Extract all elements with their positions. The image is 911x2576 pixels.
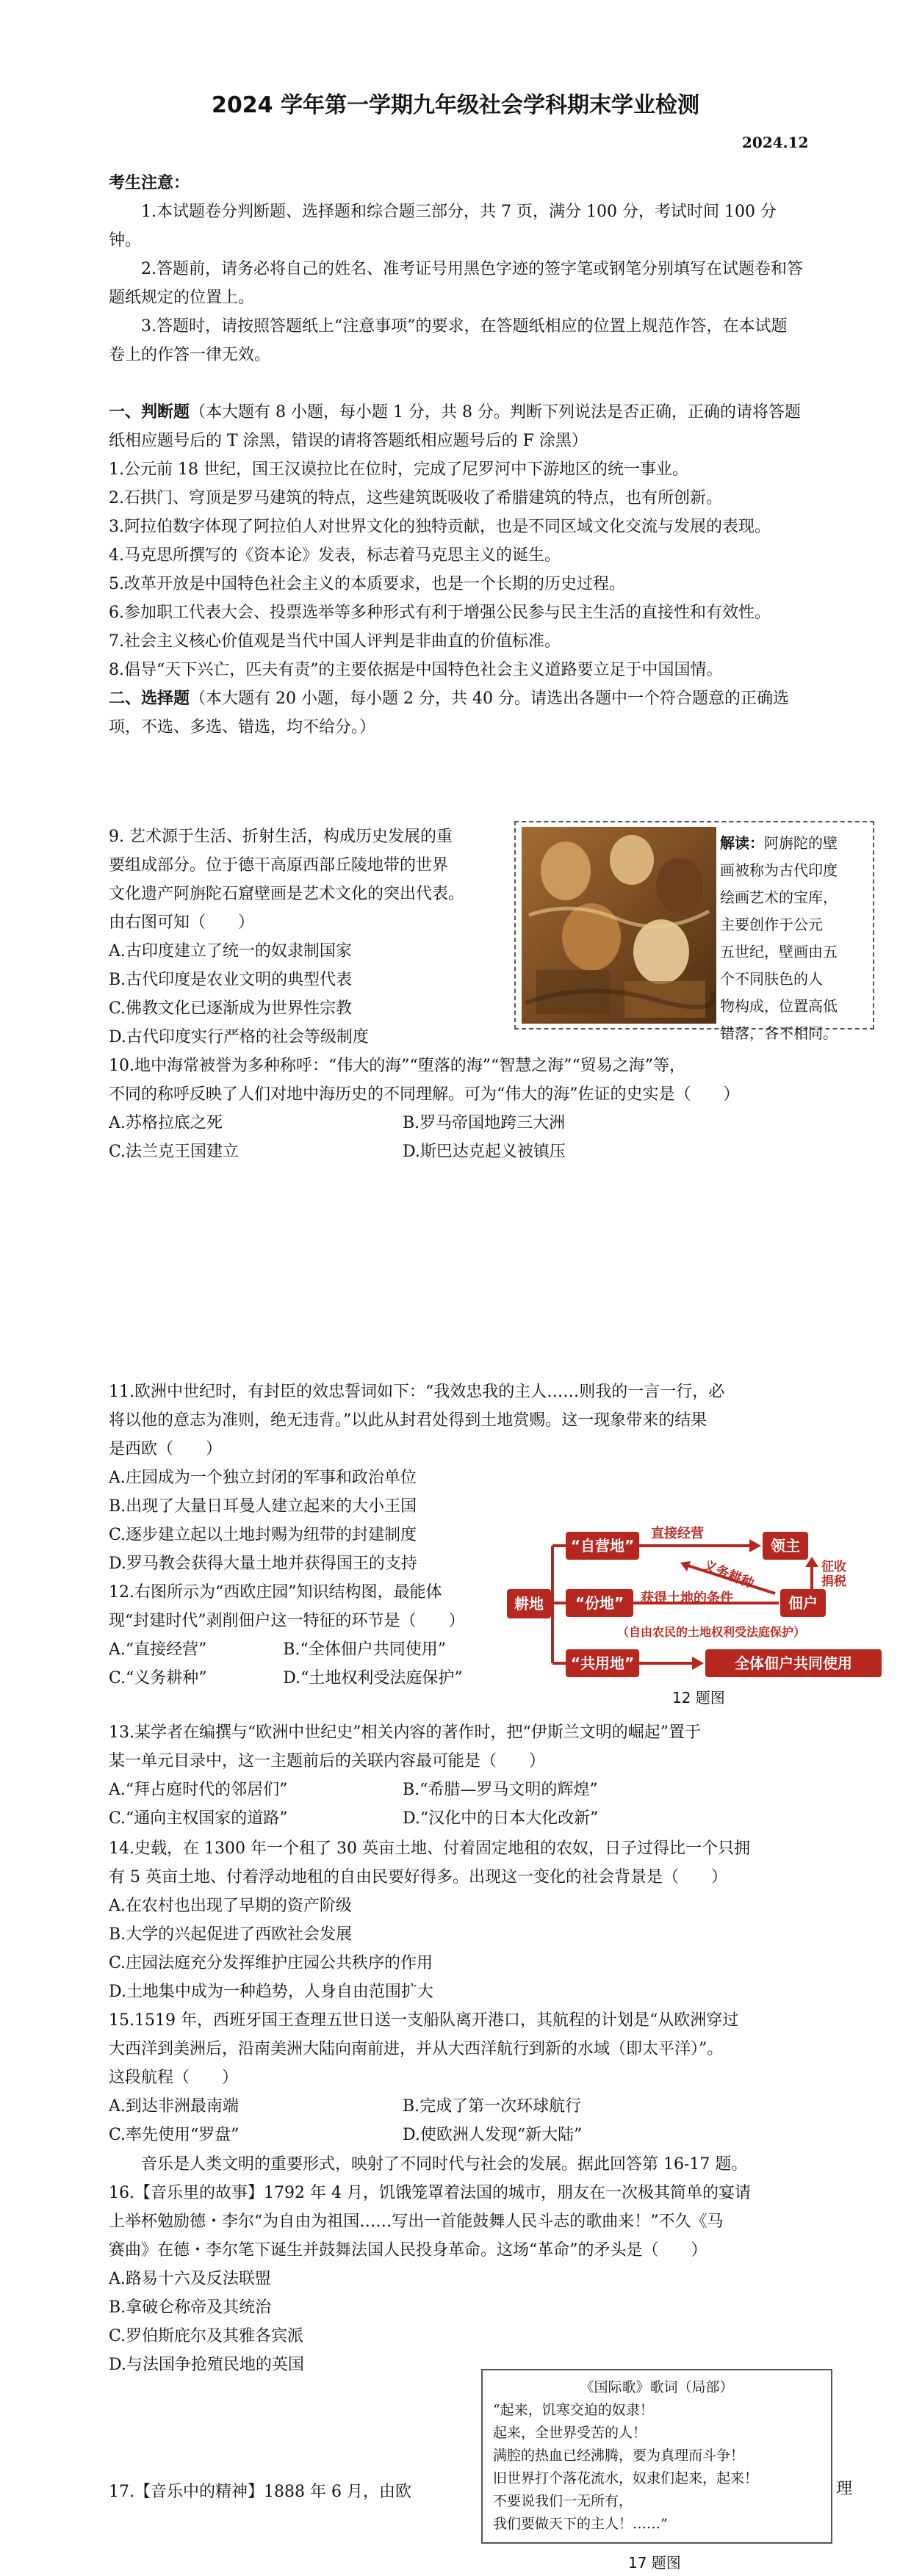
notice-item: 2.答题前，请务必将自己的姓名、准考证号用黑色字迹的签字笔或钢笔分别填写在试题卷和答题纸规定的位置上。 <box>109 260 803 307</box>
q9-note-label: 解读： <box>720 834 764 852</box>
question-12 <box>109 1578 520 1693</box>
section-heading: 一、判断题 <box>109 403 190 422</box>
question-14 <box>109 1834 803 2006</box>
q14-option-b: B.大学的兴起促进了西欧社会发展 <box>109 1925 353 1944</box>
q14-option-a: A.在农村也出现了早期的资产阶级 <box>109 1897 352 1915</box>
node-tenant: 佃户 <box>780 1589 826 1617</box>
q10-option-c: C.法兰克王国建立 <box>109 1143 240 1161</box>
question-9 <box>109 822 520 1052</box>
q15-option-d: D.使欧洲人发现“新大陆” <box>403 2126 583 2144</box>
section-desc: （本大题有 20 小题，每小题 2 分，共 40 分。请选出各题中一个符合题意的正确选项，不选、多选、错选，均不给分。） <box>109 690 789 737</box>
judge-item: 7.社会主义核心价值观是当代中国人评判是非曲直的价值标准。 <box>109 632 561 651</box>
judge-item: 5.改革开放是中国特色社会主义的本质要求，也是一个长期的历史过程。 <box>109 575 625 593</box>
section-desc: （本大题有 8 小题，每小题 1 分，共 8 分。判断下列说法是否正确，正确的请将答题纸相应题号后的 T 涂黑，错误的请将答题纸相应题号后的 F 涂黑） <box>109 403 801 450</box>
q14-stem-line: 有 5 英亩土地、付着浮动地租的自由民要好得多。出现这一变化的社会背景是（ ） <box>109 1868 727 1886</box>
q10-option-b: B.罗马帝国地跨三大洲 <box>403 1114 566 1132</box>
q11-option-a: A.庄园成为一个独立封闭的军事和政治单位 <box>109 1469 417 1487</box>
q17-stem-fragment: 理 <box>836 2480 853 2498</box>
q16-option-b: B.拿破仑称帝及其统治 <box>109 2298 272 2317</box>
section-heading: 二、选择题 <box>109 690 190 708</box>
q9-note-line: 错落，各不相同。 <box>720 1024 838 1042</box>
q15-option-b: B.完成了第一次环球航行 <box>403 2097 582 2116</box>
notice-section <box>109 169 803 369</box>
exam-date: 2024.12 <box>742 134 809 151</box>
q14-stem-line: 14.史载，在 1300 年一个租了 30 英亩土地、付着固定地租的农奴，日子过得比一个只拥 <box>109 1839 750 1858</box>
q11-option-b: B.出现了大量日耳曼人建立起来的大小王国 <box>109 1497 417 1516</box>
q9-option-b: B.古代印度是农业文明的典型代表 <box>109 971 353 989</box>
ajanta-mural-image <box>522 827 716 1024</box>
q9-stem-line: 文化遗产阿旃陀石窟壁画是艺术文化的突出代表。 <box>109 885 465 903</box>
q9-note-line: 画被称为古代印度 <box>720 861 838 879</box>
judge-item: 6.参加职工代表大会、投票选举等多种形式有利于增强公民参与民主生活的直接性和有效性。 <box>109 604 771 622</box>
label-duty-farming: 义务耕种 <box>701 1557 756 1592</box>
question-10 <box>109 1052 803 1166</box>
q11-option-d: D.罗马教会获得大量土地并获得国王的支持 <box>109 1555 417 1573</box>
q11-stem-line: 将以他的意志为准则，绝无违背。”以此从封君处得到土地赏赐。这一现象带来的结果 <box>109 1411 707 1430</box>
question-15 <box>109 2006 803 2149</box>
node-own-land: “自营地” <box>566 1532 639 1560</box>
q9-note-line: 物构成，位置高低 <box>720 997 838 1015</box>
node-share-land: “份地” <box>566 1589 633 1617</box>
judge-item: 4.马克思所撰写的《资本论》发表，标志着马克思主义的诞生。 <box>109 546 561 565</box>
notice-heading: 考生注意： <box>109 174 190 192</box>
q16-option-a: A.路易十六及反法联盟 <box>109 2270 271 2288</box>
node-farmland: 耕地 <box>507 1589 551 1618</box>
question-13 <box>109 1718 803 1833</box>
internationale-lyrics-box <box>481 2369 832 2544</box>
q15-stem-line: 15.1519 年，西班牙国王查理五世日送一支船队离开港口，其航程的计划是“从欧洲穿过 <box>109 2011 739 2030</box>
q17-stem: 17.【音乐中的精神】1888 年 6 月，由欧 <box>109 2483 411 2501</box>
label-land-condition: 获得土地的条件 <box>641 1591 733 1606</box>
q10-stem-line: 不同的称呼反映了人们对地中海历史的不同理解。可为“伟大的海”佐证的史实是（ ） <box>109 1085 740 1104</box>
question-17 <box>109 2478 476 2506</box>
manor-diagram <box>507 1505 889 1689</box>
label-tax: 征收捐税 <box>821 1560 846 1589</box>
q13-option-b: B.“希腊—罗马文明的辉煌” <box>403 1781 598 1799</box>
q12-option-c: C.“义务耕种” <box>109 1669 207 1687</box>
q15-option-a: A.到达非洲最南端 <box>109 2097 239 2116</box>
q13-stem-line: 13.某学者在编撰与“欧洲中世纪史”相关内容的著作时，把“伊斯兰文明的崛起”置于 <box>109 1723 701 1742</box>
q9-note-line: 绘画艺术的宝库， <box>720 889 838 906</box>
q11-option-c: C.逐步建立起以土地封赐为纽带的封建制度 <box>109 1526 417 1544</box>
q9-figure <box>514 821 874 1042</box>
q14-option-d: D.土地集中成为一种趋势，人身自由范围扩大 <box>109 1983 433 2001</box>
exam-title: 2024 学年第一学期九年级社会学科期末学业检测 <box>212 93 699 118</box>
q16-option-d: D.与法国争抢殖民地的英国 <box>109 2356 304 2374</box>
lyrics-line: 我们要做天下的主人！……” <box>493 2516 668 2532</box>
q13-option-a: A.“拜占庭时代的邻居们” <box>109 1781 288 1799</box>
question-16 <box>109 2150 803 2379</box>
q12-stem-line: 12.右图所示为“西欧庄园”知识结构图，最能体 <box>109 1583 442 1602</box>
node-all-tenants-use: 全体佃户共同使用 <box>705 1649 882 1677</box>
q9-note <box>720 830 867 1047</box>
judge-item: 1.公元前 18 世纪，国王汉谟拉比在位时，完成了尼罗河中下游地区的统一事业。 <box>109 460 688 479</box>
notice-item: 1.本试题卷分判断题、选择题和综合题三部分，共 7 页，满分 100 分，考试时间 100 分钟。 <box>109 203 777 250</box>
label-direct-manage: 直接经营 <box>651 1526 704 1541</box>
q12-option-d: D.“土地权利受法庭保护” <box>283 1669 463 1687</box>
q9-note-line: 阿旃陀的壁 <box>764 834 838 852</box>
q9-note-line: 五世纪，壁画由五 <box>720 943 838 960</box>
node-common-land: “共用地” <box>566 1649 639 1677</box>
q9-stem-line: 要组成部分。位于德干高原西部丘陵地带的世界 <box>109 856 449 875</box>
q10-option-d: D.斯巴达克起义被镇压 <box>403 1143 566 1161</box>
lyrics-line: 起来，全世界受苦的人！ <box>493 2425 647 2441</box>
q15-stem-line: 这段航程（ ） <box>109 2069 239 2087</box>
lyrics-line: “起来，饥寒交迫的奴隶！ <box>493 2402 654 2418</box>
judge-item: 3.阿拉伯数字体现了阿拉伯人对世界文化的独特贡献，也是不同区域文化交流与发展的表现。 <box>109 518 771 536</box>
q9-stem-line: 9. 艺术源于生活、折射生活，构成历史发展的重 <box>109 828 453 846</box>
q11-stem-line: 是西欧（ ） <box>109 1440 223 1458</box>
q9-stem-line: 由右图可知（ ） <box>109 913 255 932</box>
lyrics-line: 满腔的热血已经沸腾，要为真理而斗争！ <box>493 2447 745 2464</box>
q12-stem-line: 现“封建时代”剥削佃户这一特征的环节是（ ） <box>109 1612 465 1630</box>
q9-option-d: D.古代印度实行严格的社会等级制度 <box>109 1028 369 1046</box>
q16-stem-line: 16.【音乐里的故事】1792 年 4 月，饥饿笼罩着法国的城市，朋友在一次极其简单的宴请 <box>109 2184 751 2202</box>
q9-note-line: 个不同肤色的人 <box>720 970 823 988</box>
judge-item: 8.倡导“天下兴亡，匹夫有责”的主要依据是中国特色社会主义道路要立足于中国国情。 <box>109 661 723 679</box>
lyrics-title: 《国际歌》歌词（局部） <box>580 2379 734 2395</box>
q16-stem-line: 赛曲》在德・李尔笔下诞生并鼓舞法国人民投身革命。这场“革命”的矛头是（ ） <box>109 2241 707 2260</box>
q17-figure-caption: 17 题图 <box>628 2554 681 2572</box>
q16-stem-line: 上举杯勉励德・李尔“为自由为祖国……写出一首能鼓舞人民斗志的歌曲来！”不久《马 <box>109 2213 724 2231</box>
q9-option-a: A.古印度建立了统一的奴隶制国家 <box>109 942 352 960</box>
q15-stem-line: 大西洋到美洲后，沿南美洲大陆向南前进，并从大西洋航行到新的水域（即太平洋）”。 <box>109 2040 724 2058</box>
q14-option-c: C.庄园法庭充分发挥维护庄园公共秩序的作用 <box>109 1954 433 1972</box>
lyrics-line: 不要说我们一无所有， <box>493 2493 633 2509</box>
lyrics-line: 旧世界打个落花流水，奴隶们起来，起来！ <box>493 2470 759 2486</box>
q13-option-d: D.“汉化中的日本大化改新” <box>403 1809 599 1828</box>
notice-item: 3.答题时，请按照答题纸上“注意事项”的要求，在答题纸相应的位置上规范作答，在本试题卷上的作答一律无效。 <box>109 317 788 364</box>
judge-item: 2.石拱门、穹顶是罗马建筑的特点，这些建筑既吸收了希腊建筑的特点，也有所创新。 <box>109 489 722 507</box>
node-lord: 领主 <box>763 1532 808 1560</box>
section-judge <box>109 398 803 742</box>
music-intro: 音乐是人类文明的重要形式，映射了不同时代与社会的发展。据此回答第 16-17 题。 <box>141 2155 748 2174</box>
q12-option-b: B.“全体佃户共同使用” <box>283 1640 446 1659</box>
q10-option-a: A.苏格拉底之死 <box>109 1114 223 1132</box>
q9-note-line: 主要创作于公元 <box>720 916 823 933</box>
q12-option-a: A.“直接经营” <box>109 1640 207 1659</box>
q13-option-c: C.“通向主权国家的道路” <box>109 1809 288 1828</box>
q13-stem-line: 某一单元目录中，这一主题前后的关联内容最可能是（ ） <box>109 1752 546 1770</box>
q16-option-c: C.罗伯斯庇尔及其雅各宾派 <box>109 2327 304 2345</box>
q12-figure-caption: 12 题图 <box>672 1689 725 1707</box>
q10-stem-line: 10.地中海常被誉为多种称呼：“伟大的海”“堕落的海”“智慧之海”“贸易之海”等， <box>109 1057 685 1075</box>
label-court-protect: （自由农民的土地权利受法庭保护） <box>617 1625 806 1639</box>
q9-option-c: C.佛教文化已逐渐成为世界性宗教 <box>109 999 353 1018</box>
q11-stem-line: 11.欧洲中世纪时，有封臣的效忠誓词如下：“我效忠我的主人……则我的一言一行，必 <box>109 1383 725 1401</box>
q15-option-c: C.率先使用“罗盘” <box>109 2126 240 2144</box>
